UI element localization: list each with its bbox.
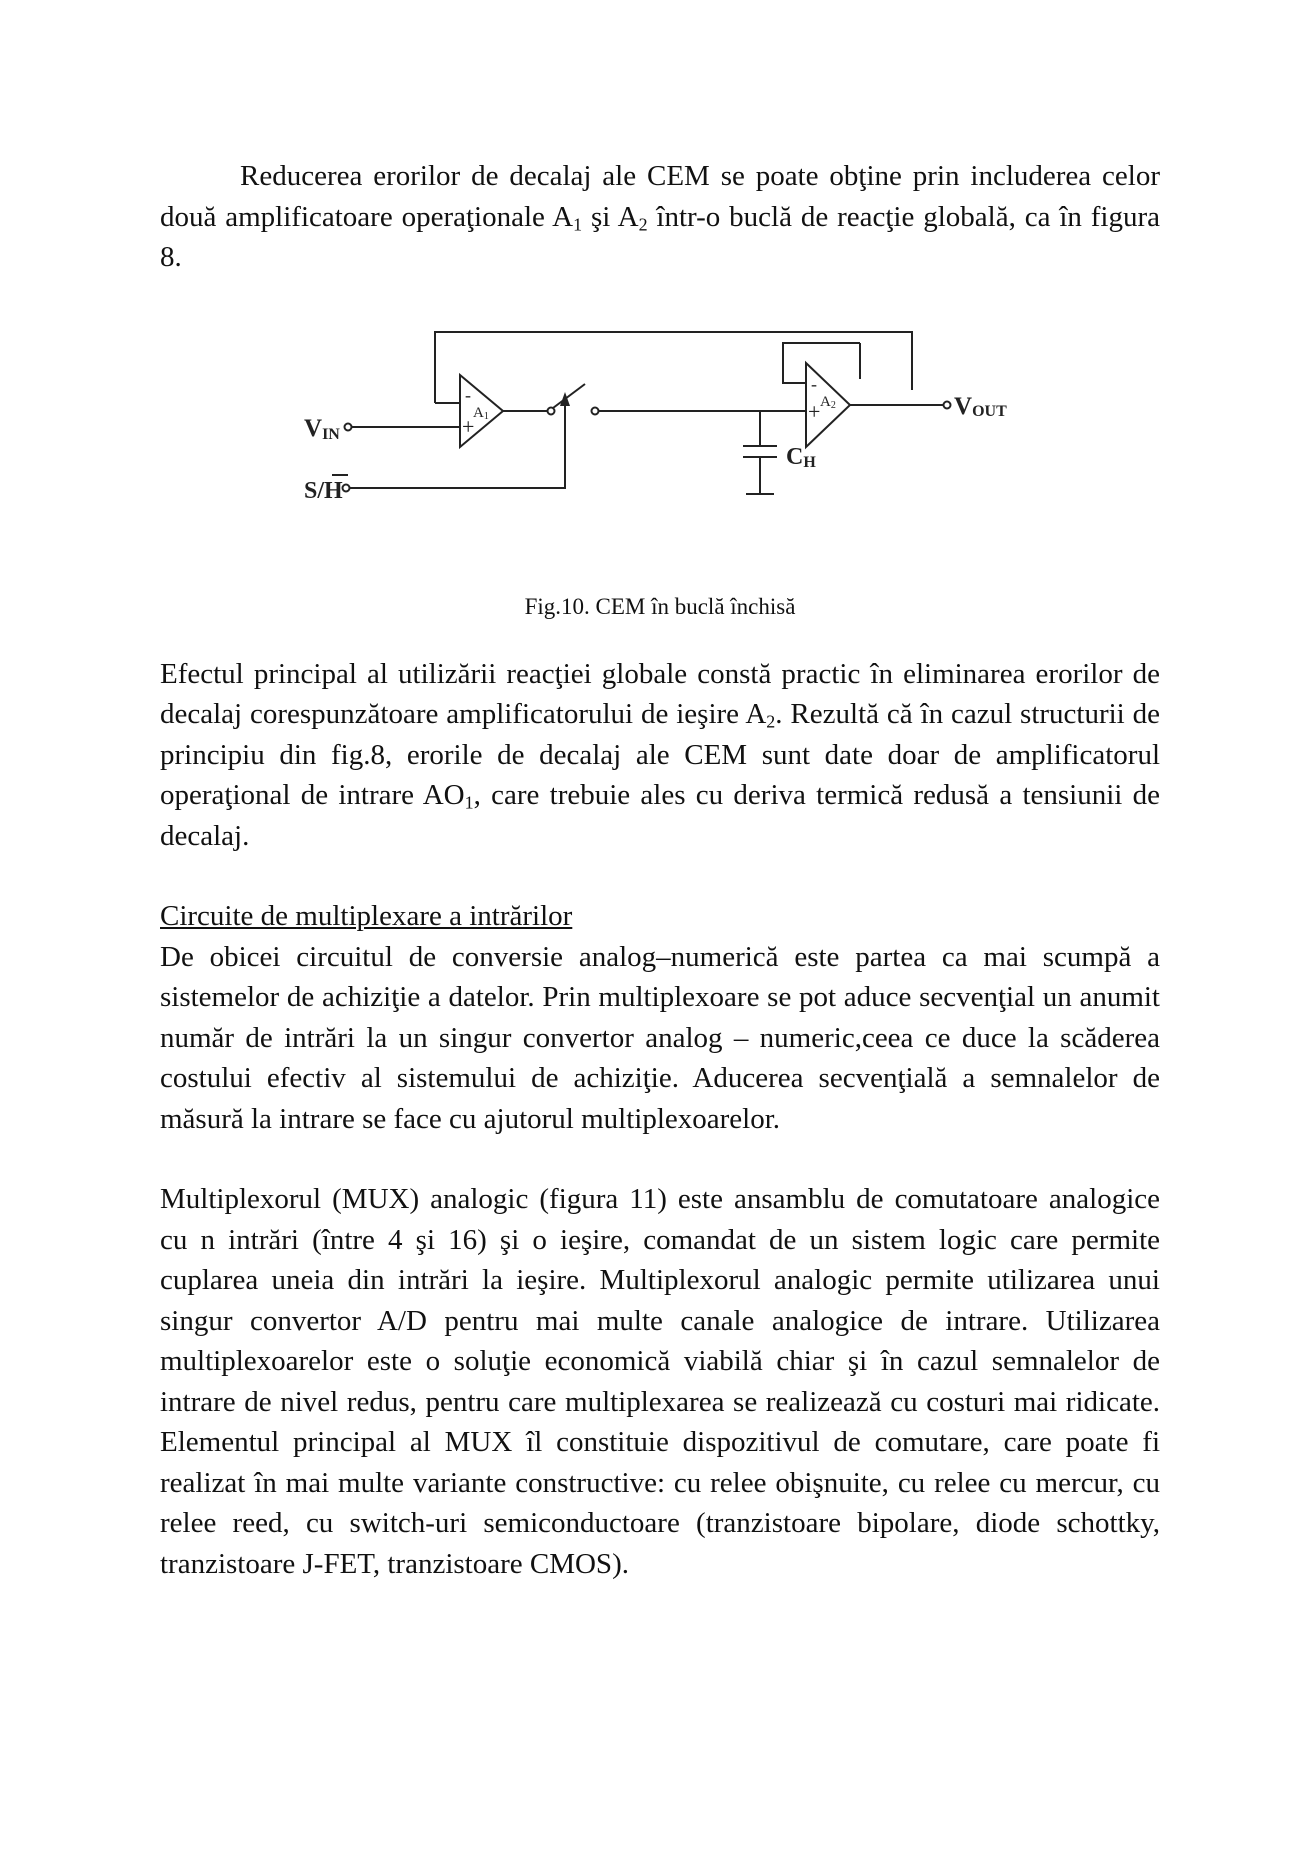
- a2-label: A2: [820, 393, 836, 411]
- sh-terminal: [343, 484, 350, 491]
- a1-plus-sign: +: [462, 413, 475, 439]
- document-page: [160, 156, 1160, 1584]
- ch-label: CH: [786, 443, 816, 471]
- multiplexing-intro-paragraph: De obicei circuitul de conversie analog–numerică este partea ca mai scumpă a sistemelor de achiziţie a datelor. Prin multiplexoare se pot aduce secvenţial un anumit număr de intrări la un singur convertor analog – numeric,ceea ce duce la scăderea costului efectiv al sistemului de achiziţie. Aducerea secvenţială a semnalelor de măsură la intrare se face cu ajutorul multiplexoarelor.: [160, 940, 1160, 1135]
- a1-minus-sign: -: [465, 384, 471, 405]
- sh-label: S/H: [304, 477, 343, 504]
- section-heading: Circuite de multiplexare a intrărilor: [160, 900, 573, 932]
- intro-paragraph: Reducerea erorilor de decalaj ale CEM se poate obţine prin includerea celor două amplificatoare operaţionale $A_1$ şi $A_2$ într-o buclă de reacţie globală, ca în figura 8.: [160, 160, 1160, 273]
- switch-contact: [592, 407, 599, 414]
- circuit-schematic: [160, 322, 1160, 552]
- a2-plus-sign: +: [808, 398, 821, 424]
- sample-hold-circuit-diagram: [160, 322, 1160, 552]
- vout-terminal: [944, 401, 951, 408]
- figure-caption: Fig.10. CEM în buclă închisă: [524, 593, 796, 619]
- sh-control-wire: [349, 402, 565, 488]
- vin-terminal: [345, 423, 352, 430]
- a2-minus-sign: -: [811, 373, 817, 394]
- mux-description-paragraph: Multiplexorul (MUX) analogic (figura 11) este ansamblu de comutatoare analogice cu n intrări (între 4 şi 16) şi o ieşire, comandat de un sistem logic care permite cuplarea uneia din intrări la ieşire. Multiplexorul analogic permite utilizarea unui singur convertor A/D pentru mai multe canale analogice de intrare. Utilizarea multiplexoarelor este o soluţie economică viabilă chiar şi în cazul semnalelor de intrare de nivel redus, pentru care multiplexarea se realizează cu costuri mai ridicate. Elementul principal al MUX îl constituie dispozitivul de comutare, care poate fi realizat în mai multe variante constructive: cu relee obişnuite, cu relee cu mercur, cu relee reed, cu switch-uri semiconductoare (tranzistoare bipolare, diode schottky, tranzistoare J-FET, tranzistoare CMOS).: [160, 1183, 1160, 1580]
- global-feedback-paragraph: Efectul principal al utilizării reacţiei globale constă practic în eliminarea erorilor de decalaj corespunzătoare amplificatorului de ieşire $A_2$. Rezultă că în cazul structurii de principiu din fig.8, erorile de decalaj ale CEM sunt date doar de amplificatorul operaţional de intrare $AO_1$, care trebuie ales cu deriva termică redusă a tensiunii de decalaj.: [160, 657, 1160, 852]
- vout-label: VOUT: [954, 392, 1007, 420]
- a1-label: A1: [473, 404, 489, 422]
- vin-label: VIN: [304, 414, 340, 443]
- control-arrow-icon: [560, 392, 570, 406]
